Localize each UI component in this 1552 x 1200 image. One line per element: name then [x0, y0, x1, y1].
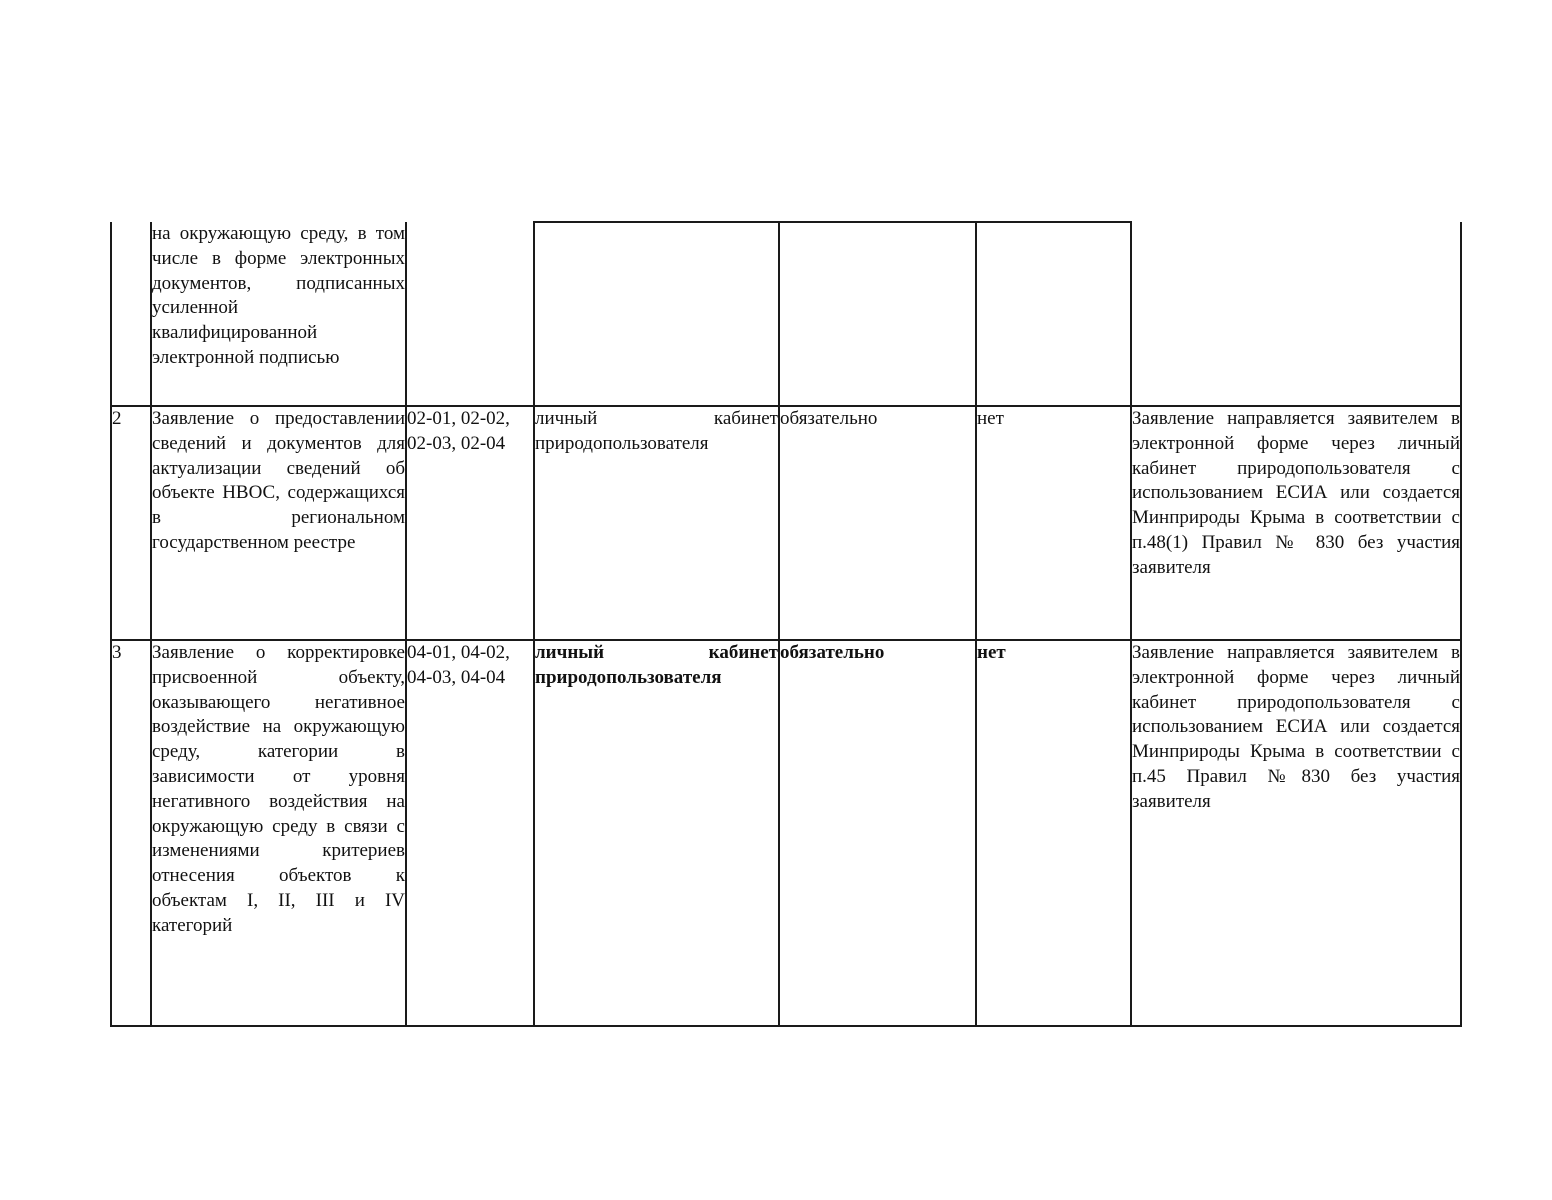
- document-name-cell: [151, 406, 406, 640]
- document-table: [110, 221, 1462, 1027]
- obligation: обязательно: [780, 408, 878, 429]
- note-cell: [1131, 406, 1461, 640]
- submission-channel: личный кабинет природопользователя: [535, 642, 778, 688]
- document-name: Заявление о корректировке присвоенной объекту, оказывающего негативное воздействие на окружающую среду, категории в зависимости от уровня негативного воздействия на окружающую среду в связи с изменениями критериев отнесения объектов к объектам I, II, III и IV категорий: [152, 642, 405, 936]
- table-row: [111, 222, 1461, 406]
- codes: 04-01, 04-02, 04-03, 04-04: [407, 642, 510, 688]
- codes: 02-01, 02-02, 02-03, 02-04: [407, 408, 510, 454]
- fee-cell: [976, 640, 1131, 1026]
- row-number: 3: [112, 642, 122, 663]
- obligation-cell: [779, 406, 976, 640]
- fee: нет: [977, 642, 1006, 663]
- note: Заявление направляется заявителем в электронной форме через личный кабинет природопользователя с использованием ЕСИА или создается Минприроды Крыма в соответствии с п.45 Правил №830 без участия заявителя: [1132, 642, 1460, 812]
- document-name: на окружающую среду, в том числе в форме электронных документов, подписанных усиленной квалифицированной электронной подписью: [152, 223, 405, 368]
- note-cell: [1131, 640, 1461, 1026]
- channel-cell: [534, 222, 779, 406]
- fee: нет: [977, 408, 1004, 429]
- codes-cell: [406, 222, 534, 406]
- note-cell: [1131, 222, 1461, 406]
- row-number-cell: [111, 222, 151, 406]
- codes-cell: [406, 406, 534, 640]
- submission-channel: личный кабинет природопользователя: [535, 408, 778, 454]
- channel-cell: [534, 406, 779, 640]
- table-row: [111, 406, 1461, 640]
- table-row: [111, 640, 1461, 1026]
- row-number-cell: [111, 640, 151, 1026]
- obligation-cell: [779, 640, 976, 1026]
- document-name: Заявление о предоставлении сведений и документов для актуализации сведений об объекте НВОС, содержащихся в региональном государственном реестре: [152, 408, 405, 553]
- fee-cell: [976, 406, 1131, 640]
- note: Заявление направляется заявителем в электронной форме через личный кабинет природопользователя с использованием ЕСИА или создается Минприроды Крыма в соответствии с п.48(1) Правил № 830 без участия заявителя: [1132, 408, 1460, 578]
- document-name-cell: [151, 222, 406, 406]
- fee-cell: [976, 222, 1131, 406]
- obligation-cell: [779, 222, 976, 406]
- channel-cell: [534, 640, 779, 1026]
- document-name-cell: [151, 640, 406, 1026]
- obligation: обязательно: [780, 642, 885, 663]
- row-number: 2: [112, 408, 122, 429]
- codes-cell: [406, 640, 534, 1026]
- row-number-cell: [111, 406, 151, 640]
